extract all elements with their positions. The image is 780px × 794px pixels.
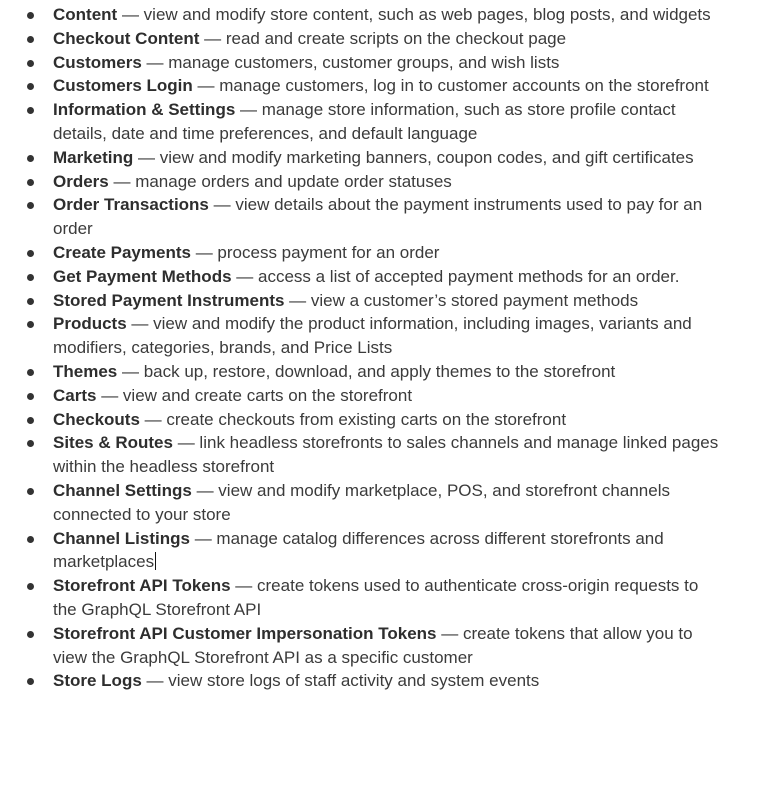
bullet-icon — [27, 274, 34, 281]
item-term: Checkout Content — [53, 28, 200, 48]
item-term: Marketing — [53, 147, 134, 167]
bullet-icon — [27, 36, 34, 43]
item-description: — create tokens that allow you to view the GraphQL Storefront API as a specific customer — [53, 623, 693, 667]
bullet-icon — [27, 321, 34, 328]
bullet-icon — [27, 83, 34, 90]
item-description: — view and create carts on the storefront — [96, 385, 413, 405]
list-item-channel-listings — [0, 527, 780, 575]
list-item-information-settings — [0, 98, 780, 146]
list-item-storefront-api-tokens — [0, 574, 780, 622]
item-description: — create tokens used to authenticate cross-origin requests to the GraphQL Storefront API — [53, 576, 699, 619]
list-item-order-transactions — [0, 193, 780, 241]
bullet-icon — [27, 179, 34, 186]
item-term: Get Payment Methods — [53, 266, 232, 286]
bullet-icon — [27, 631, 34, 638]
bullet-icon — [27, 60, 34, 67]
list-item-customers — [0, 51, 780, 75]
item-term: Checkouts — [53, 409, 140, 429]
bullet-icon — [27, 12, 34, 19]
bullet-icon — [27, 488, 34, 495]
bullet-icon — [27, 417, 34, 424]
list-item-content — [0, 3, 780, 27]
item-description: — view and modify store content, such as web pages, blog posts, and widgets — [117, 5, 711, 24]
item-description: — read and create scripts on the checkout page — [199, 28, 567, 48]
item-description: — manage customers, customer groups, and wish lists — [141, 52, 560, 72]
bullet-icon — [27, 393, 34, 400]
list-item-store-logs — [0, 669, 780, 693]
item-description: — access a list of accepted payment methods for an order. — [231, 266, 680, 286]
item-term: Customers — [53, 52, 142, 72]
item-description: — view and modify the product information, including images, variants and modifiers, categories, brands, and Price Lists — [53, 314, 692, 358]
list-item-get-payment-methods — [0, 265, 780, 289]
item-description: — view details about the payment instruments used to pay for an order — [53, 195, 703, 239]
item-term: Content — [53, 5, 118, 24]
bullet-icon — [27, 369, 34, 376]
list-item-sites-routes — [0, 431, 780, 479]
bullet-icon — [27, 250, 34, 257]
list-item-channel-settings — [0, 479, 780, 527]
bullet-icon — [27, 202, 34, 209]
item-term: Storefront API Tokens — [53, 576, 231, 596]
item-term: Orders — [53, 171, 109, 191]
item-description: — create checkouts from existing carts on the storefront — [139, 409, 567, 429]
text-cursor — [155, 552, 156, 570]
item-description: — view a customer’s stored payment methods — [284, 290, 639, 310]
list-item-storefront-api-customer-impersonation-tokens — [0, 622, 780, 670]
item-description: — back up, restore, download, and apply themes to the storefront — [117, 361, 616, 381]
list-item-stored-payment-instruments — [0, 289, 780, 313]
item-term: Carts — [53, 385, 97, 405]
item-term: Storefront API Customer Impersonation Tokens — [53, 623, 437, 643]
item-term: Themes — [53, 361, 118, 381]
list-item-themes — [0, 360, 780, 384]
bullet-icon — [27, 155, 34, 162]
bullet-icon — [27, 678, 34, 685]
bullet-icon — [27, 536, 34, 543]
item-term: Store Logs — [53, 671, 142, 691]
list-item-create-payments — [0, 241, 780, 265]
list-item-checkout-content — [0, 27, 780, 51]
item-description: — process payment for an order — [190, 242, 440, 262]
item-term: Information & Settings — [53, 100, 236, 120]
list-item-marketing — [0, 146, 780, 170]
list-item-customers-login — [0, 74, 780, 98]
bullet-icon — [27, 107, 34, 114]
item-description: — view and modify marketing banners, coupon codes, and gift certificates — [133, 147, 694, 167]
item-term: Products — [53, 314, 127, 334]
item-description: — view store logs of staff activity and system events — [141, 671, 540, 691]
item-term: Order Transactions — [53, 195, 209, 215]
item-term: Stored Payment Instruments — [53, 290, 285, 310]
item-description: — link headless storefronts to sales channels and manage linked pages within the headless storefront — [53, 433, 719, 477]
item-description: — manage store information, such as store profile contact details, date and time preferences, and default language — [53, 100, 676, 143]
item-description: — view and modify marketplace, POS, and storefront channels connected to your store — [53, 480, 670, 524]
item-term: Customers Login — [53, 76, 193, 96]
item-description: — manage orders and update order statuses — [108, 171, 452, 191]
list-item-checkouts — [0, 408, 780, 432]
list-item-orders — [0, 170, 780, 194]
item-description: — manage catalog differences across different storefronts and marketplaces — [53, 528, 664, 572]
bullet-icon — [27, 440, 34, 447]
bullet-icon — [27, 298, 34, 305]
item-description: — manage customers, log in to customer accounts on the storefront — [192, 76, 709, 96]
item-term: Sites & Routes — [53, 433, 173, 453]
item-term: Channel Settings — [53, 480, 192, 500]
list-item-carts — [0, 384, 780, 408]
item-term: Channel Listings — [53, 528, 190, 548]
list-item-products — [0, 312, 780, 360]
item-term: Create Payments — [53, 242, 191, 262]
bullet-icon — [27, 583, 34, 590]
